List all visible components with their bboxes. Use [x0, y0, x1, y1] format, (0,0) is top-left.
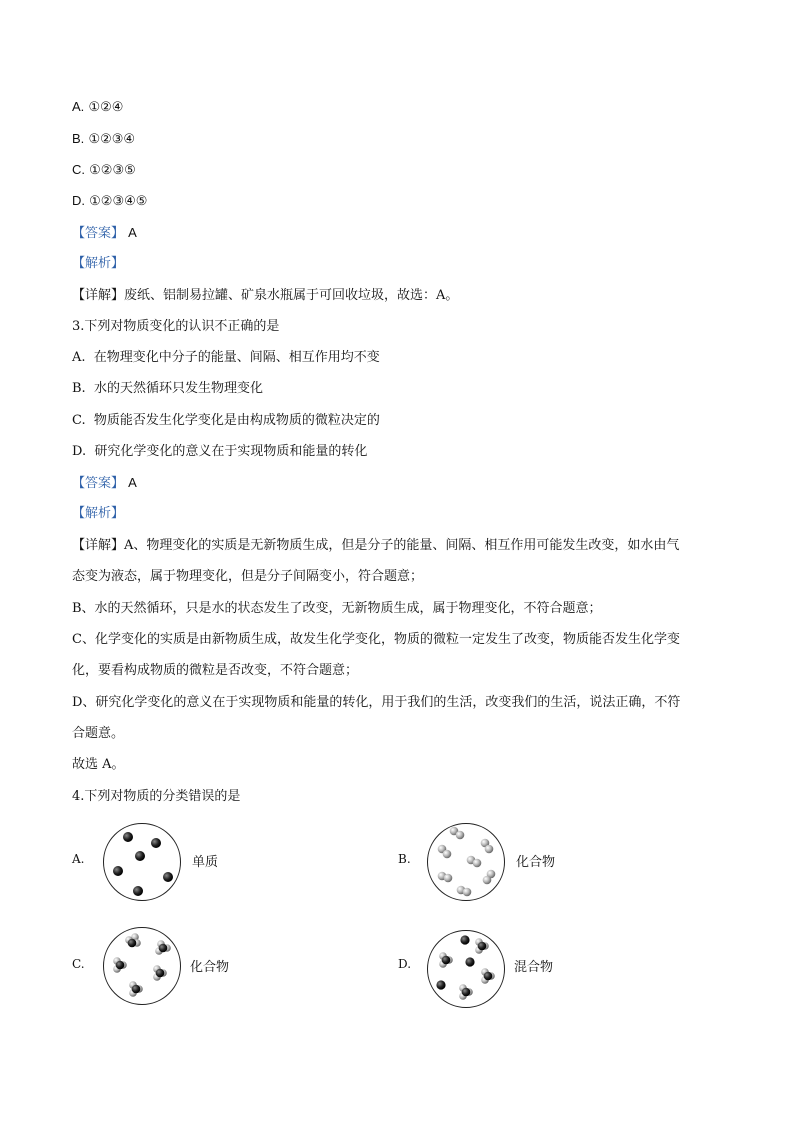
- q3-detail-a-line1: [72, 537, 679, 555]
- option-label: A.: [72, 350, 86, 365]
- gray-diatomic-molecule: [483, 870, 496, 885]
- compound-molecule: [153, 965, 167, 981]
- q4-choice-c-text: 化合物: [190, 960, 230, 975]
- q3-detail-c-line1: C、化学变化的实质是由新物质生成，故发生化学变化，物质的微粒一定发生了改变，物质能否发生化学变: [72, 632, 680, 647]
- q3-detail-c-line2: 化，要看构成物质的微粒是否改变，不符合题意；: [72, 663, 359, 678]
- black-atom: [135, 851, 145, 861]
- q3-detail-a-line2: 态变为液态，属于物理变化，但是分子间隔变小，符合题意；: [72, 569, 424, 584]
- q2-answer: [72, 224, 137, 243]
- q4-choice-d-label: D.: [398, 957, 412, 971]
- q3-analysis: [72, 505, 124, 523]
- q4-choice-b-label: B.: [398, 852, 411, 866]
- answer-tag: 【答案】: [72, 476, 125, 491]
- option-label: C.: [72, 413, 86, 428]
- black-atom: [465, 957, 474, 966]
- compound-molecule: [439, 952, 453, 968]
- q2-analysis: [72, 255, 124, 273]
- q3-stem: 3.下列对物质变化的认识不正确的是: [72, 319, 280, 334]
- detail-text: 废纸、铝制易拉罐、矿泉水瓶属于可回收垃圾，故选：A。: [124, 288, 459, 303]
- compound-molecule: [475, 938, 489, 954]
- option-text: ①②③⑤: [89, 163, 136, 178]
- particle-diagram-a-atoms: [103, 823, 183, 903]
- gray-diatomic-molecule: [450, 827, 465, 840]
- gray-diatomic-molecule: [457, 886, 472, 897]
- detail-tag: 【详解】: [72, 538, 125, 553]
- option-text: 水的天然循环只发生物理变化: [93, 381, 263, 396]
- q2-detail: [72, 287, 458, 305]
- q4-choice-c-label: C.: [72, 957, 85, 971]
- q2-option-d: [72, 192, 147, 211]
- q4-stem: 4.下列对物质的分类错误的是: [72, 789, 241, 804]
- q4-choice-d-text: 混合物: [514, 960, 554, 975]
- compound-molecule: [129, 981, 143, 997]
- compound-molecule: [459, 984, 473, 1000]
- q3-answer: [72, 474, 137, 493]
- option-text: 研究化学变化的意义在于实现物质和能量的转化: [94, 444, 368, 459]
- q2-option-c: [72, 161, 136, 180]
- gray-diatomic-molecule: [438, 872, 453, 883]
- q3-detail-b: B、水的天然循环，只是水的状态发生了改变，无新物质生成，属于物理变化，不符合题意；: [72, 601, 602, 616]
- black-atom: [163, 872, 173, 882]
- q2-option-b: [72, 130, 135, 149]
- gray-diatomic-molecule: [481, 839, 494, 854]
- gray-diatomic-molecule: [467, 856, 482, 868]
- black-atom: [113, 866, 123, 876]
- option-text: ①②③④⑤: [89, 194, 148, 209]
- compound-molecule: [481, 968, 495, 984]
- gray-diatomic-molecule: [438, 845, 452, 859]
- q4-choice-a-text: 单质: [192, 855, 219, 870]
- particle-diagram-c-molecules: [103, 927, 183, 1007]
- q3-option-c: [72, 412, 380, 430]
- option-label: C.: [72, 162, 85, 177]
- black-atom: [460, 935, 469, 944]
- answer-value: A: [128, 475, 137, 490]
- compound-molecule: [155, 940, 171, 955]
- particle-diagram-b-molecules: [427, 823, 507, 903]
- q3-option-d: [72, 443, 367, 461]
- q3-detail-d-line2: 合题意。: [72, 726, 125, 741]
- black-atom: [123, 832, 133, 842]
- option-label: A.: [72, 99, 85, 114]
- q3-conclusion: 故选 A。: [72, 757, 125, 772]
- black-atom: [133, 886, 143, 896]
- option-text: 在物理变化中分子的能量、间隔、相互作用均不变: [93, 350, 380, 365]
- option-label: D.: [72, 193, 85, 208]
- option-label: B.: [72, 381, 86, 396]
- q4-choice-a-label: A.: [72, 852, 85, 866]
- option-text: ①②③④: [88, 132, 136, 147]
- q3-option-b: [72, 380, 263, 398]
- answer-value: A: [128, 225, 137, 240]
- q4-choice-b-text: 化合物: [516, 855, 556, 870]
- analysis-tag: 【解析】: [72, 256, 125, 271]
- compound-molecule: [125, 933, 141, 947]
- particle-diagram-d-mixture: [427, 930, 507, 1010]
- option-text: ①②④: [88, 100, 124, 115]
- black-atom: [436, 980, 445, 989]
- q3-detail-d-line1: D、研究化学变化的意义在于实现物质和能量的转化，用于我们的生活，改变我们的生活，说法正确，不符: [72, 695, 681, 710]
- compound-molecule: [113, 957, 127, 973]
- option-text: 物质能否发生化学变化是由构成物质的微粒决定的: [93, 413, 380, 428]
- black-atom: [151, 838, 161, 848]
- q2-option-a: [72, 98, 123, 117]
- q3-option-a: [72, 349, 380, 367]
- detail-text: A、物理变化的实质是无新物质生成，但是分子的能量、间隔、相互作用可能发生改变，如水由气: [124, 538, 680, 553]
- analysis-tag: 【解析】: [72, 506, 125, 521]
- option-label: B.: [72, 131, 85, 146]
- answer-tag: 【答案】: [72, 226, 125, 241]
- detail-tag: 【详解】: [72, 288, 125, 303]
- option-label: D.: [72, 444, 87, 459]
